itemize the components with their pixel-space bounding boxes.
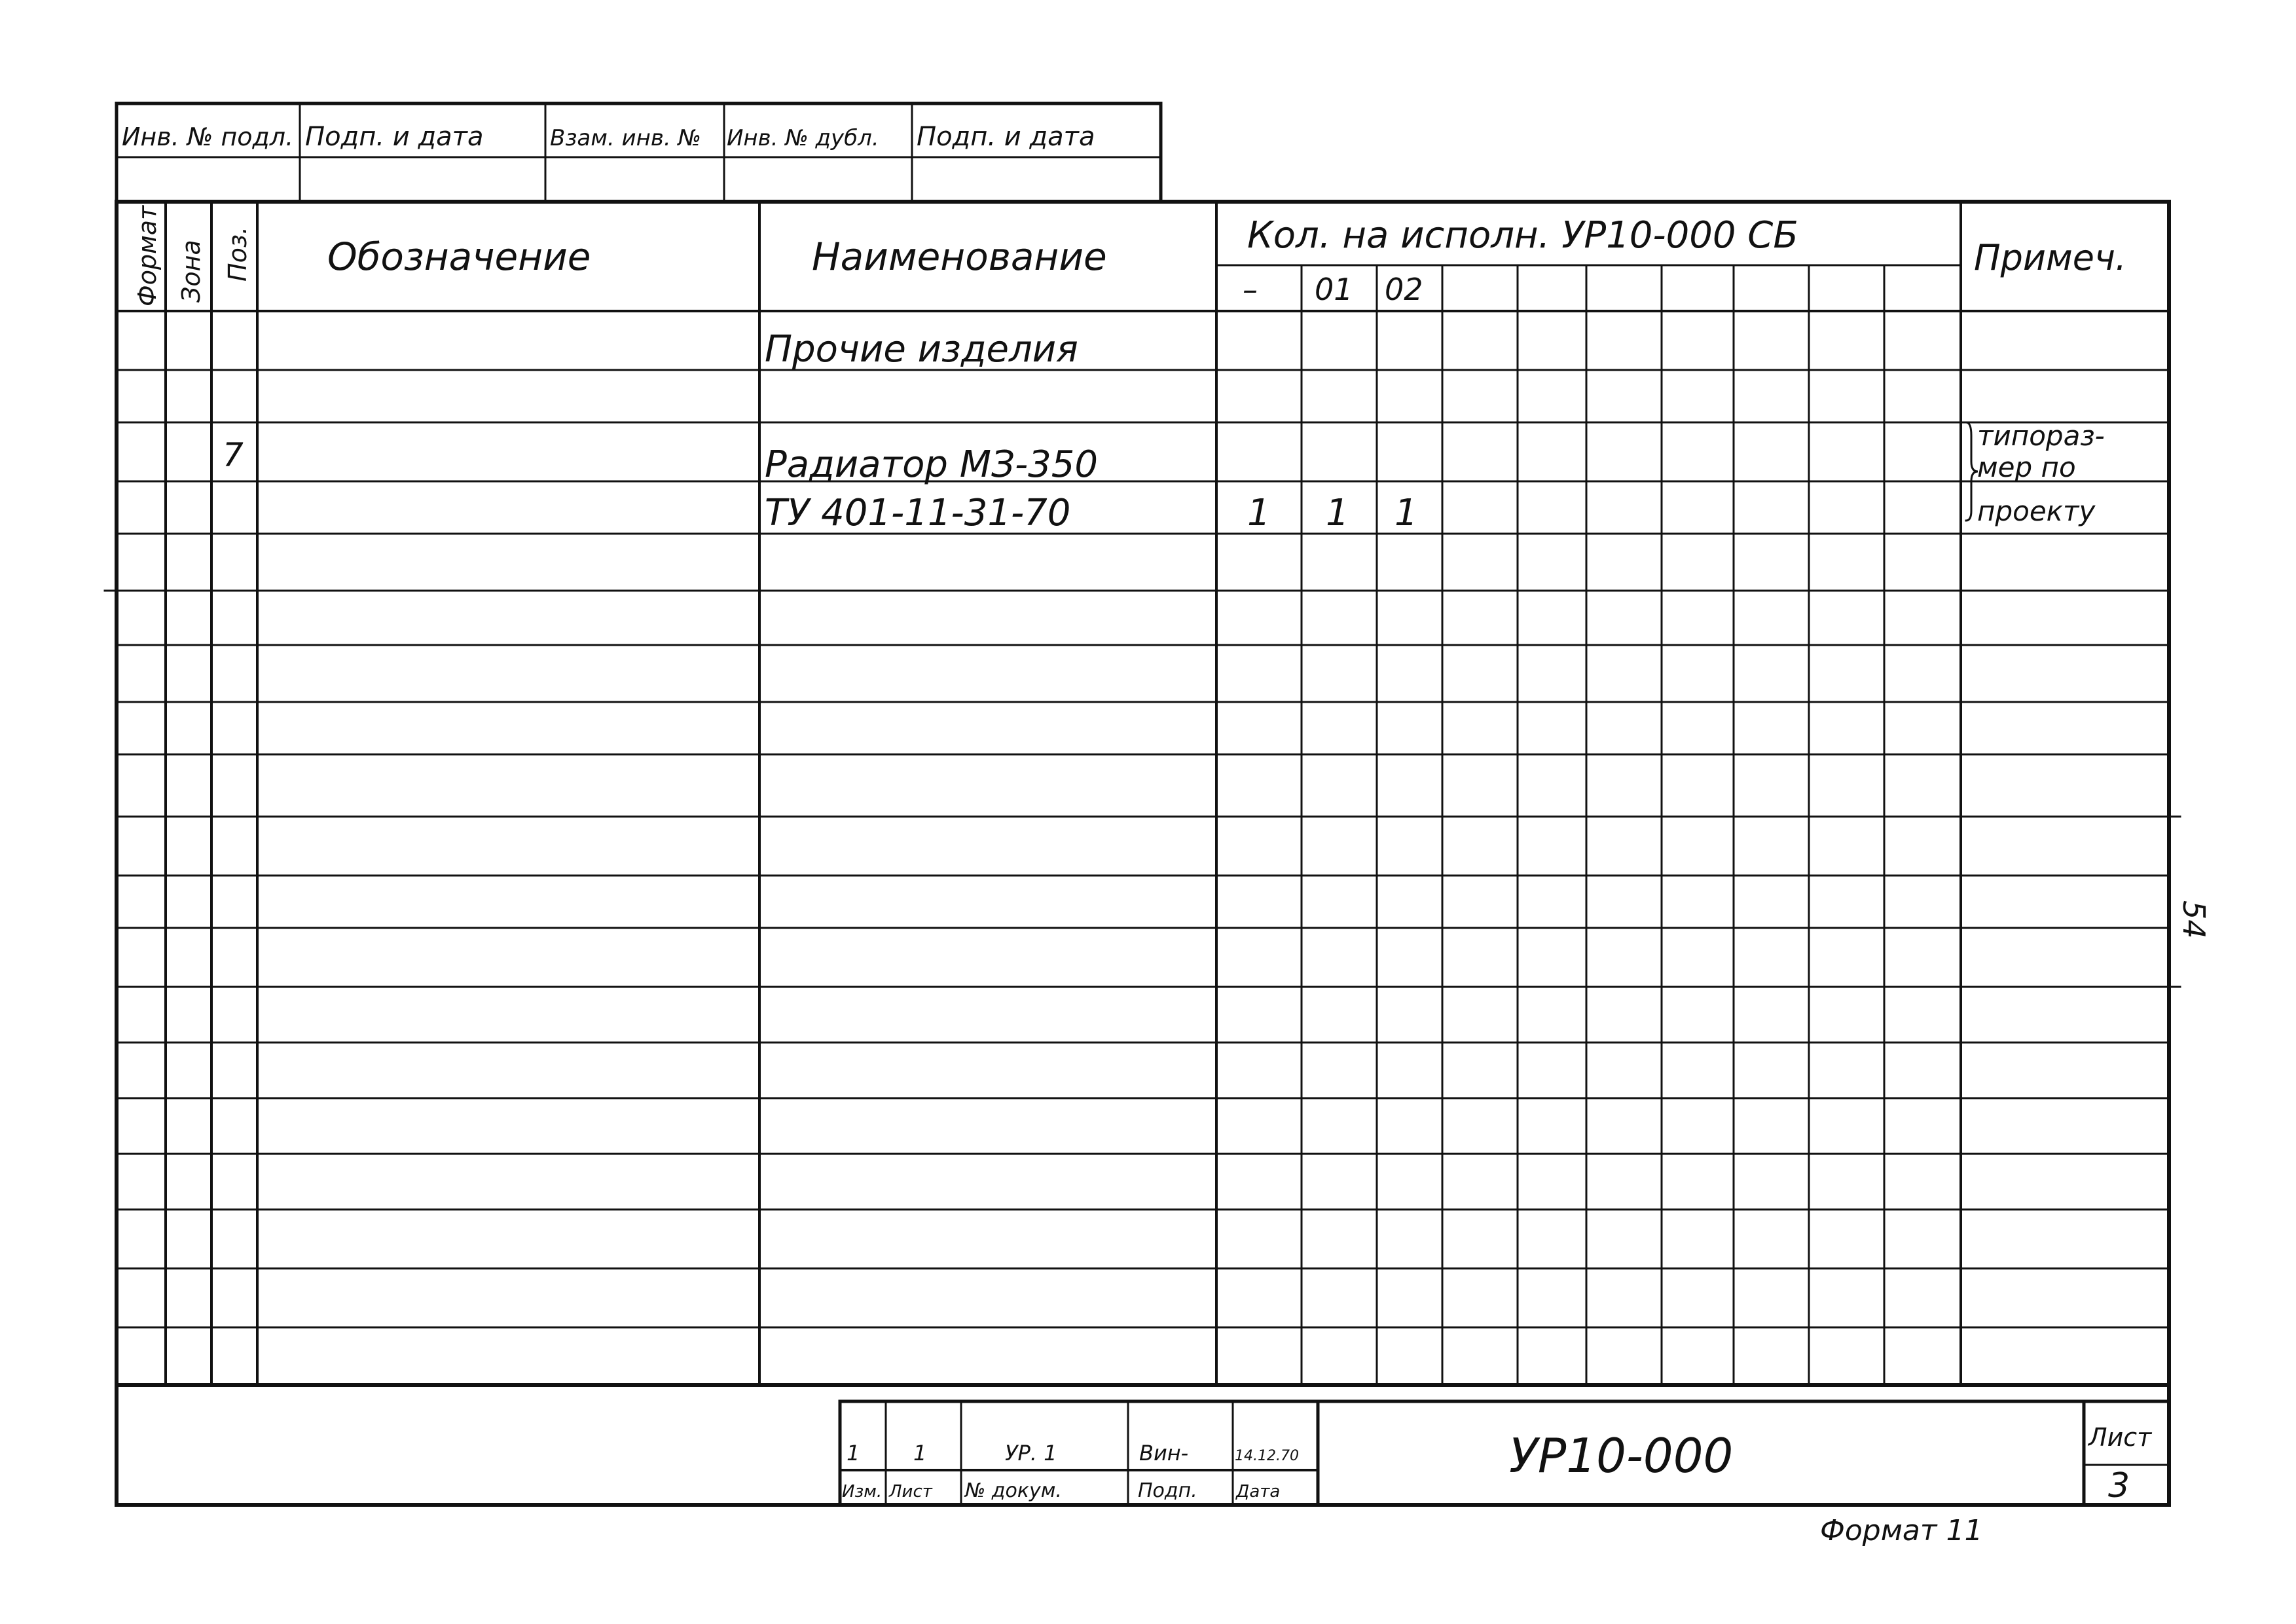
qty-sub-02: 02 [1385,272,1423,307]
row-pos: 7 [223,436,244,474]
stamp-label-inv-dubl: Инв. № дубл. [727,125,879,151]
qty-sub-01: 01 [1315,272,1353,307]
rev-date: 14.12.70 [1235,1448,1299,1464]
side-page-mark: 54 [2176,900,2212,939]
row-name: Радиатор МЗ-350 [765,443,1099,486]
label-izm: Изм. [842,1482,883,1502]
note-line-2: мер по [1977,451,2076,483]
row-grid [105,370,2180,1327]
note-line-1: типораз- [1977,420,2105,452]
sheet-label: Лист [2088,1423,2152,1452]
header-qty: Кол. на исполн. УР10-000 СБ [1247,214,1798,257]
row-spec: ТУ 401-11-31-70 [765,492,1071,534]
row-qty-base: 1 [1247,492,1271,534]
header-note: Примеч. [1974,237,2127,278]
rev-doc: УР. 1 [1005,1441,1057,1466]
stamp-frame [117,103,1161,202]
header-designation: Обозначение [327,234,591,279]
doc-designation: УР10-000 [1509,1428,1734,1483]
stamp-label-podp-data-2: Подп. и дата [917,122,1095,152]
stamp-label-inv-podl: Инв. № подл. [122,122,294,151]
rev-sign: Вин- [1139,1441,1189,1466]
qty-sub-base: – [1243,272,1258,307]
label-doc: № докум. [965,1479,1062,1502]
rev-izm: 1 [847,1441,860,1466]
note-line-3: проекту [1977,495,2096,527]
label-list: Лист [889,1482,932,1502]
header-zone: Зона [177,240,206,303]
header-name: Наименование [812,234,1107,279]
main-frame [117,202,2169,1505]
row-section-name: Прочие изделия [765,328,1078,371]
label-sign: Подп. [1138,1479,1197,1502]
stamp-label-podp-data-1: Подп. и дата [305,122,484,152]
format-caption: Формат 11 [1820,1514,1983,1547]
row-qty-01: 1 [1326,492,1349,534]
label-date: Дата [1236,1482,1281,1502]
stamp-label-vzam-inv: Взам. инв. № [550,125,701,151]
rev-list: 1 [913,1441,927,1466]
row-qty-02: 1 [1394,492,1418,534]
sheet-number: 3 [2108,1466,2130,1505]
header-pos: Поз. [223,226,252,282]
header-format: Формат [133,205,162,306]
